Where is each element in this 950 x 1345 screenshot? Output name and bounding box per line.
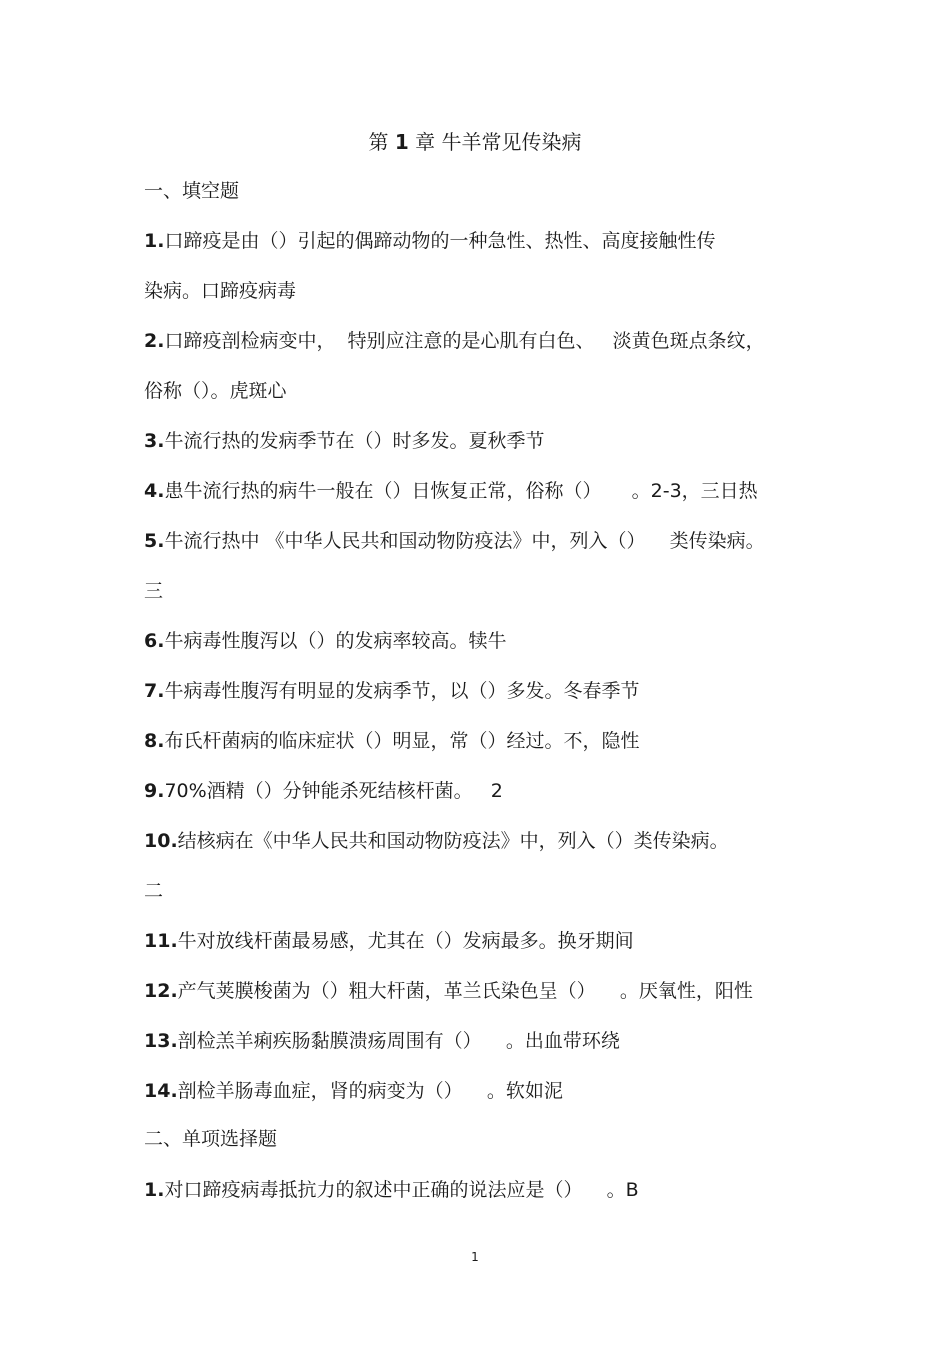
question-line: 9.70%酒精（）分钟能杀死结核杆菌。 2: [144, 780, 503, 802]
chapter-title: 第 1 章 牛羊常见传染病: [368, 130, 582, 154]
question-line: 12.产气荚膜梭菌为（）粗大杆菌，革兰氏染色呈（） 。厌氧性，阳性: [144, 980, 753, 1002]
page-number: 1: [471, 1250, 479, 1264]
question-line: 4.患牛流行热的病牛一般在（）日恢复正常，俗称（） 。2-3，三日热: [144, 480, 758, 502]
question-line: 7.牛病毒性腹泻有明显的发病季节，以（）多发。冬春季节: [144, 680, 640, 702]
question-line: 染病。口蹄疫病毒: [144, 280, 297, 302]
question-line: 3.牛流行热的发病季节在（）时多发。夏秋季节: [144, 430, 545, 452]
question-line: 6.牛病毒性腹泻以（）的发病率较高。犊牛: [144, 630, 507, 652]
question-line: 13.剖检羔羊痢疾肠黏膜溃疡周围有（） 。出血带环绕: [144, 1030, 620, 1052]
question-line: 8.布氏杆菌病的临床症状（）明显，常（）经过。不，隐性: [144, 730, 640, 752]
section-heading-fill-in: 一、填空题: [144, 180, 240, 202]
question-line: 11.牛对放线杆菌最易感，尤其在（）发病最多。换牙期间: [144, 930, 634, 952]
question-line: 俗称（）。虎斑心: [144, 380, 287, 402]
question-line: 10.结核病在《中华人民共和国动物防疫法》中，列入（）类传染病。: [144, 830, 729, 852]
question-line: 1.口蹄疫是由（）引起的偶蹄动物的一种急性、热性、高度接触性传: [144, 230, 716, 252]
choice-question-line: 1.对口蹄疫病毒抵抗力的叙述中正确的说法应是（） 。B: [144, 1179, 639, 1201]
question-line: 5.牛流行热中 《中华人民共和国动物防疫法》中，列入（） 类传染病。: [144, 530, 765, 552]
question-line: 三: [144, 580, 164, 602]
section-heading-single-choice: 二、单项选择题: [144, 1128, 278, 1150]
question-line: 二: [144, 880, 164, 902]
question-line: 2.口蹄疫剖检病变中， 特别应注意的是心肌有白色、 淡黄色斑点条纹，: [144, 330, 765, 352]
question-line: 14.剖检羊肠毒血症，肾的病变为（） 。软如泥: [144, 1080, 563, 1102]
